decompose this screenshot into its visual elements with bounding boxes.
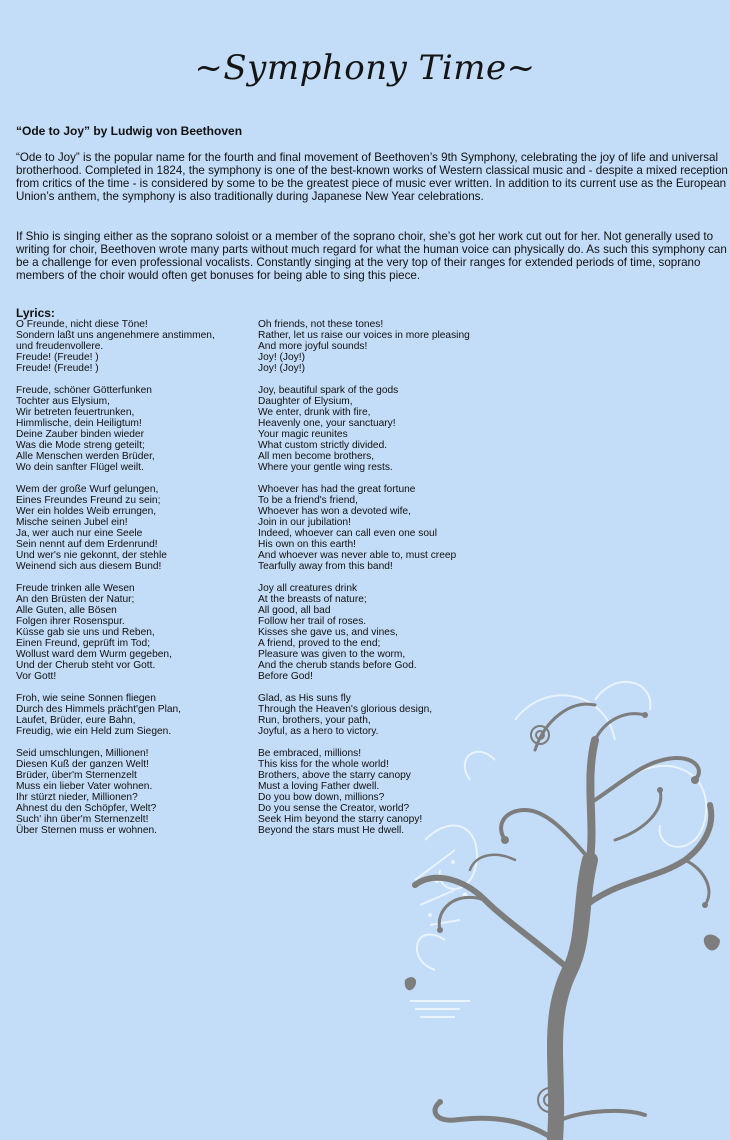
german-lyric-line: Brüder, über'm Sternenzelt: [16, 770, 137, 781]
english-stanza: [258, 385, 558, 473]
english-lyric-line: Whoever has won a devoted wife,: [258, 506, 411, 517]
english-lyric-line: Run, brothers, your path,: [258, 715, 371, 726]
german-lyric-line: Wem der große Wurf gelungen,: [16, 484, 159, 495]
german-lyric-line: Diesen Kuß der ganzen Welt!: [16, 759, 149, 770]
german-stanza: [16, 693, 251, 737]
german-lyric-line: Freude trinken alle Wesen: [16, 583, 135, 594]
english-lyric-line: Be embraced, millions!: [258, 748, 362, 759]
intro-paragraph: “Ode to Joy” is the popular name for the fourth and final movement of Beethoven’s 9th Symphony, celebrating the joy of life and universal brotherhood. Completed in 1824, the symphony is one of the best-known works of Western classical music and - despite a mixed reception from critics of the time - is considered by some to be the greatest piece of music ever written. In addition to its current use as the European Union’s anthem, the symphony is also traditionally during Japanese New Year celebrations.: [16, 151, 728, 203]
german-lyric-line: Was die Mode streng geteilt;: [16, 440, 145, 451]
english-lyric-line: Join in our jubilation!: [258, 517, 351, 528]
german-lyric-line: Wir betreten feuertrunken,: [16, 407, 135, 418]
german-lyric-line: Ihr stürzt nieder, Millionen?: [16, 792, 138, 803]
german-lyric-line: Ja, wer auch nur eine Seele: [16, 528, 143, 539]
english-lyric-line: Follow her trail of roses.: [258, 616, 367, 627]
german-stanza: [16, 319, 251, 374]
german-lyric-line: O Freunde, nicht diese Töne!: [16, 319, 148, 330]
english-lyric-line: We enter, drunk with fire,: [258, 407, 371, 418]
german-lyric-line: An den Brüsten der Natur;: [16, 594, 135, 605]
english-lyric-line: Joy, beautiful spark of the gods: [258, 385, 399, 396]
english-lyric-line: Heavenly one, your sanctuary!: [258, 418, 396, 429]
english-lyric-line: Daughter of Elysium,: [258, 396, 353, 407]
english-lyric-line: Before God!: [258, 671, 313, 682]
german-lyric-line: Froh, wie seine Sonnen fliegen: [16, 693, 156, 704]
page-title: ~Symphony Time~: [194, 48, 536, 88]
german-lyric-line: Über Sternen muss er wohnen.: [16, 825, 157, 836]
english-stanza: [258, 484, 558, 572]
german-lyric-line: Wo dein sanfter Flügel weilt.: [16, 462, 144, 473]
german-lyric-line: Freude! (Freude! ): [16, 352, 99, 363]
english-lyric-line: And whoever was never able to, must creep: [258, 550, 457, 561]
german-lyric-line: Ahnest du den Schöpfer, Welt?: [16, 803, 157, 814]
english-lyric-line: Must a loving Father dwell.: [258, 781, 380, 792]
german-lyric-line: Einen Freund, geprüft im Tod;: [16, 638, 151, 649]
article-heading: “Ode to Joy” by Ludwig von Beethoven: [16, 124, 243, 138]
lyrics-label: Lyrics:: [16, 306, 55, 320]
english-lyric-line: Seek Him beyond the starry canopy!: [258, 814, 423, 825]
german-lyric-line: Muss ein lieber Vater wohnen.: [16, 781, 153, 792]
english-lyric-line: All men become brothers,: [258, 451, 375, 462]
english-lyric-line: And more joyful sounds!: [258, 341, 368, 352]
english-lyric-line: Pleasure was given to the worm,: [258, 649, 406, 660]
german-stanza: [16, 583, 251, 682]
english-lyric-line: Your magic reunites: [258, 429, 348, 440]
german-lyric-line: Mische seinen Jubel ein!: [16, 517, 128, 528]
german-lyric-line: Durch des Himmels prächt'gen Plan,: [16, 704, 182, 715]
english-lyric-line: Brothers, above the starry canopy: [258, 770, 411, 781]
german-lyric-line: Sein nennt auf dem Erdenrund!: [16, 539, 158, 550]
ornamental-tree-illustration: [395, 640, 730, 1140]
english-lyric-line: Joy! (Joy!): [258, 363, 305, 374]
english-lyric-line: Do you sense the Creator, world?: [258, 803, 410, 814]
german-lyric-line: Himmlische, dein Heiligtum!: [16, 418, 142, 429]
german-lyric-line: und freudenvollere.: [16, 341, 104, 352]
german-lyric-line: Eines Freundes Freund zu sein;: [16, 495, 161, 506]
german-lyric-line: Sondern laßt uns angenehmere anstimmen,: [16, 330, 215, 341]
german-lyric-line: Freudig, wie ein Held zum Siegen.: [16, 726, 172, 737]
english-lyric-line: Oh friends, not these tones!: [258, 319, 384, 330]
english-lyric-line: Rather, let us raise our voices in more pleasing: [258, 330, 470, 341]
english-lyric-line: Kisses she gave us, and vines,: [258, 627, 398, 638]
german-lyric-line: Und wer's nie gekonnt, der stehle: [16, 550, 167, 561]
german-lyric-line: Freude, schöner Götterfunken: [16, 385, 152, 396]
german-lyric-line: Und der Cherub steht vor Gott.: [16, 660, 156, 671]
english-lyric-line: This kiss for the whole world!: [258, 759, 389, 770]
german-stanza: [16, 484, 251, 572]
german-lyric-line: Alle Menschen werden Brüder,: [16, 451, 155, 462]
german-lyric-line: Weinend sich aus diesem Bund!: [16, 561, 162, 572]
english-lyric-line: A friend, proved to the end;: [258, 638, 381, 649]
german-lyric-line: Wollust ward dem Wurm gegeben,: [16, 649, 172, 660]
german-stanza: [16, 385, 251, 473]
english-lyric-line: Through the Heaven's glorious design,: [258, 704, 433, 715]
english-lyric-line: Joy! (Joy!): [258, 352, 305, 363]
german-lyric-line: Folgen ihrer Rosenspur.: [16, 616, 125, 627]
english-lyric-line: Do you bow down, millions?: [258, 792, 385, 803]
german-lyric-line: Wer ein holdes Weib errungen,: [16, 506, 157, 517]
english-lyric-line: Beyond the stars must He dwell.: [258, 825, 405, 836]
english-lyric-line: All good, all bad: [258, 605, 331, 616]
german-lyric-line: Deine Zauber binden wieder: [16, 429, 144, 440]
english-lyric-line: Where your gentle wing rests.: [258, 462, 393, 473]
german-lyric-line: Vor Gott!: [16, 671, 57, 682]
german-lyric-line: Tochter aus Elysium,: [16, 396, 110, 407]
english-lyric-line: At the breasts of nature;: [258, 594, 367, 605]
german-lyric-line: Seid umschlungen, Millionen!: [16, 748, 149, 759]
english-lyric-line: His own on this earth!: [258, 539, 356, 550]
german-lyric-line: Laufet, Brüder, eure Bahn,: [16, 715, 136, 726]
german-lyric-line: Alle Guten, alle Bösen: [16, 605, 117, 616]
german-lyric-line: Freude! (Freude! ): [16, 363, 99, 374]
english-lyric-line: To be a friend's friend,: [258, 495, 358, 506]
singer-paragraph: If Shio is singing either as the soprano soloist or a member of the soprano choir, she’s got her work cut out for her. Not generally used to writing for choir, Beethoven wrote many parts without much regard for what the human voice can physically do. As such this symphony can be a challenge for even professional vocalists. Constantly singing at the very top of their ranges for extended periods of time, soprano members of the choir would often get bonuses for being able to sing this piece.: [16, 230, 727, 282]
english-lyric-line: Whoever has had the great fortune: [258, 484, 416, 495]
english-stanza: [258, 319, 558, 374]
german-lyric-line: Such' ihn über'm Sternenzelt!: [16, 814, 149, 825]
german-lyrics-column: [16, 319, 251, 847]
english-lyric-line: Tearfully away from this band!: [258, 561, 393, 572]
english-lyric-line: Joyful, as a hero to victory.: [258, 726, 379, 737]
english-lyric-line: Indeed, whoever can call even one soul: [258, 528, 437, 539]
english-lyric-line: Glad, as His suns fly: [258, 693, 351, 704]
english-lyric-line: And the cherub stands before God.: [258, 660, 417, 671]
english-lyric-line: Joy all creatures drink: [258, 583, 358, 594]
german-lyric-line: Küsse gab sie uns und Reben,: [16, 627, 155, 638]
english-lyric-line: What custom strictly divided.: [258, 440, 388, 451]
german-stanza: [16, 748, 251, 836]
